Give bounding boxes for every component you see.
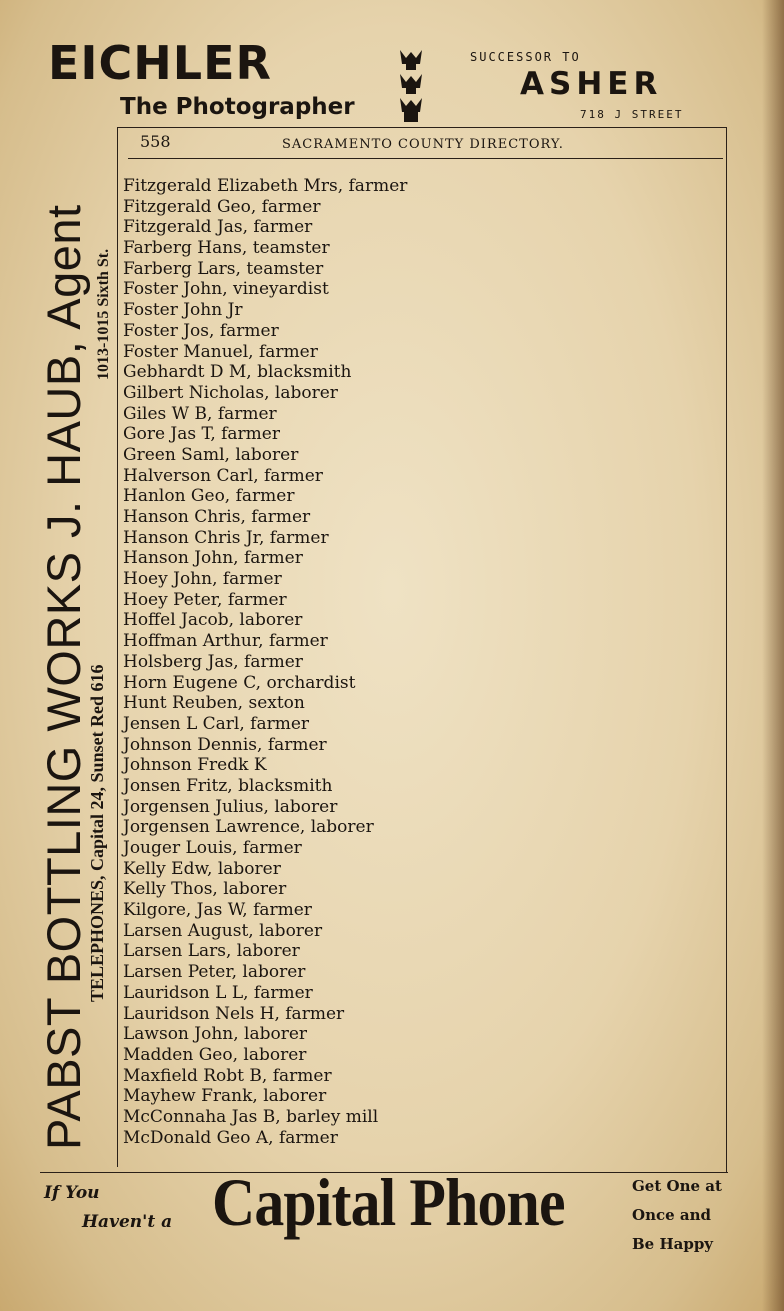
frame-left-rule xyxy=(117,127,118,1167)
side-ad-address: 1013-1015 Sixth St. xyxy=(95,248,112,380)
directory-entry: Foster John, vineyardist xyxy=(123,279,329,300)
directory-entry: Fitzgerald Jas, farmer xyxy=(123,217,313,238)
directory-entry: Holsberg Jas, farmer xyxy=(123,651,303,672)
directory-entry: Jonsen Fritz, blacksmith xyxy=(123,775,333,796)
directory-entry: Jorgensen Julius, laborer xyxy=(123,796,338,817)
directory-entry: Hoey John, farmer xyxy=(123,569,282,590)
frame-top-rule xyxy=(117,127,727,128)
page-number: 558 xyxy=(140,132,171,151)
directory-entry: Hanson John, farmer xyxy=(123,548,303,569)
directory-entry: Hoffman Arthur, farmer xyxy=(123,631,328,652)
directory-entry: Maxfield Robt B, farmer xyxy=(123,1065,332,1086)
directory-entry: Halverson Carl, farmer xyxy=(123,465,323,486)
directory-entry: Foster Jos, farmer xyxy=(123,320,279,341)
footer-ad-right-line2: Once and xyxy=(632,1206,711,1224)
directory-entry: Gebhardt D M, blacksmith xyxy=(123,362,352,383)
directory-entry: Jorgensen Lawrence, laborer xyxy=(123,817,374,838)
directory-entry: Kilgore, Jas W, farmer xyxy=(123,900,312,921)
directory-entry: Giles W B, farmer xyxy=(123,403,277,424)
directory-entry: Lauridson L L, farmer xyxy=(123,982,313,1003)
directory-entry: Larsen August, laborer xyxy=(123,920,323,941)
directory-entry: Gilbert Nicholas, laborer xyxy=(123,382,338,403)
directory-entry: Madden Geo, laborer xyxy=(123,1044,307,1065)
directory-entry: Foster John Jr xyxy=(123,300,243,321)
directory-entry: Foster Manuel, farmer xyxy=(123,341,318,362)
footer-ad-left-line2: Haven't a xyxy=(82,1212,173,1232)
directory-entry: Hunt Reuben, sexton xyxy=(123,693,305,714)
directory-entry: Gore Jas T, farmer xyxy=(123,424,280,445)
directory-entry: Kelly Edw, laborer xyxy=(123,858,281,879)
header-ad-successor: SUCCESSOR TO xyxy=(470,50,581,64)
frame-right-rule xyxy=(726,127,727,1172)
header-ad-subtitle: The Photographer xyxy=(120,94,355,120)
side-ad-main: PABST BOTTLING WORKS J. HAUB, Agent xyxy=(37,204,90,1150)
header-ad-brand: EICHLER xyxy=(48,36,272,90)
directory-entry: McConnaha Jas B, barley mill xyxy=(123,1106,379,1127)
directory-entry: Larsen Lars, laborer xyxy=(123,941,300,962)
footer-ad-right-line1: Get One at xyxy=(632,1177,722,1195)
directory-entry: Hanson Chris, farmer xyxy=(123,507,311,527)
directory-entry: Johnson Dennis, farmer xyxy=(123,734,327,755)
directory-entry: Johnson Fredk K xyxy=(123,755,267,776)
directory-entry: Hanson Chris Jr, farmer xyxy=(123,527,329,548)
running-head-rule xyxy=(128,158,723,159)
header-ad-predecessor: ASHER xyxy=(520,66,663,102)
directory-entry: Farberg Hans, teamster xyxy=(123,238,330,259)
directory-entry: Hanlon Geo, farmer xyxy=(123,486,295,507)
side-ad-phones: TELEPHONES, Capital 24, Sunset Red 616 xyxy=(87,664,107,1002)
directory-entry: Larsen Peter, laborer xyxy=(123,962,306,983)
footer-ad-left-line1: If You xyxy=(44,1183,100,1203)
directory-entry: Green Saml, laborer xyxy=(123,444,299,465)
header-ad-address: 718 J STREET xyxy=(580,108,684,121)
directory-entry: Hoffel Jacob, laborer xyxy=(123,610,303,631)
directory-entry: Jensen L Carl, farmer xyxy=(123,713,310,734)
directory-entry: Farberg Lars, teamster xyxy=(123,258,324,279)
directory-entry: McDonald Geo A, farmer xyxy=(123,1127,338,1148)
directory-entry: Mayhew Frank, laborer xyxy=(123,1086,327,1107)
footer-ad-main: Capital Phone xyxy=(212,1164,565,1240)
directory-entry: Fitzgerald Elizabeth Mrs, farmer xyxy=(123,176,408,196)
directory-entry: Lawson John, laborer xyxy=(123,1024,308,1045)
running-head: SACRAMENTO COUNTY DIRECTORY. xyxy=(282,137,564,152)
directory-entry: Fitzgerald Geo, farmer xyxy=(123,196,321,217)
directory-entry: Jouger Louis, farmer xyxy=(123,838,302,858)
ornament-icon xyxy=(396,48,426,126)
footer-ad-right-line3: Be Happy xyxy=(632,1235,714,1253)
directory-entry: Kelly Thos, laborer xyxy=(123,879,287,900)
directory-entry: Hoey Peter, farmer xyxy=(123,589,287,610)
directory-entry: Horn Eugene C, orchardist xyxy=(123,672,356,693)
page-edge-shadow xyxy=(762,0,784,1311)
directory-entry: Lauridson Nels H, farmer xyxy=(123,1003,345,1024)
directory-entry-list xyxy=(123,176,713,1148)
